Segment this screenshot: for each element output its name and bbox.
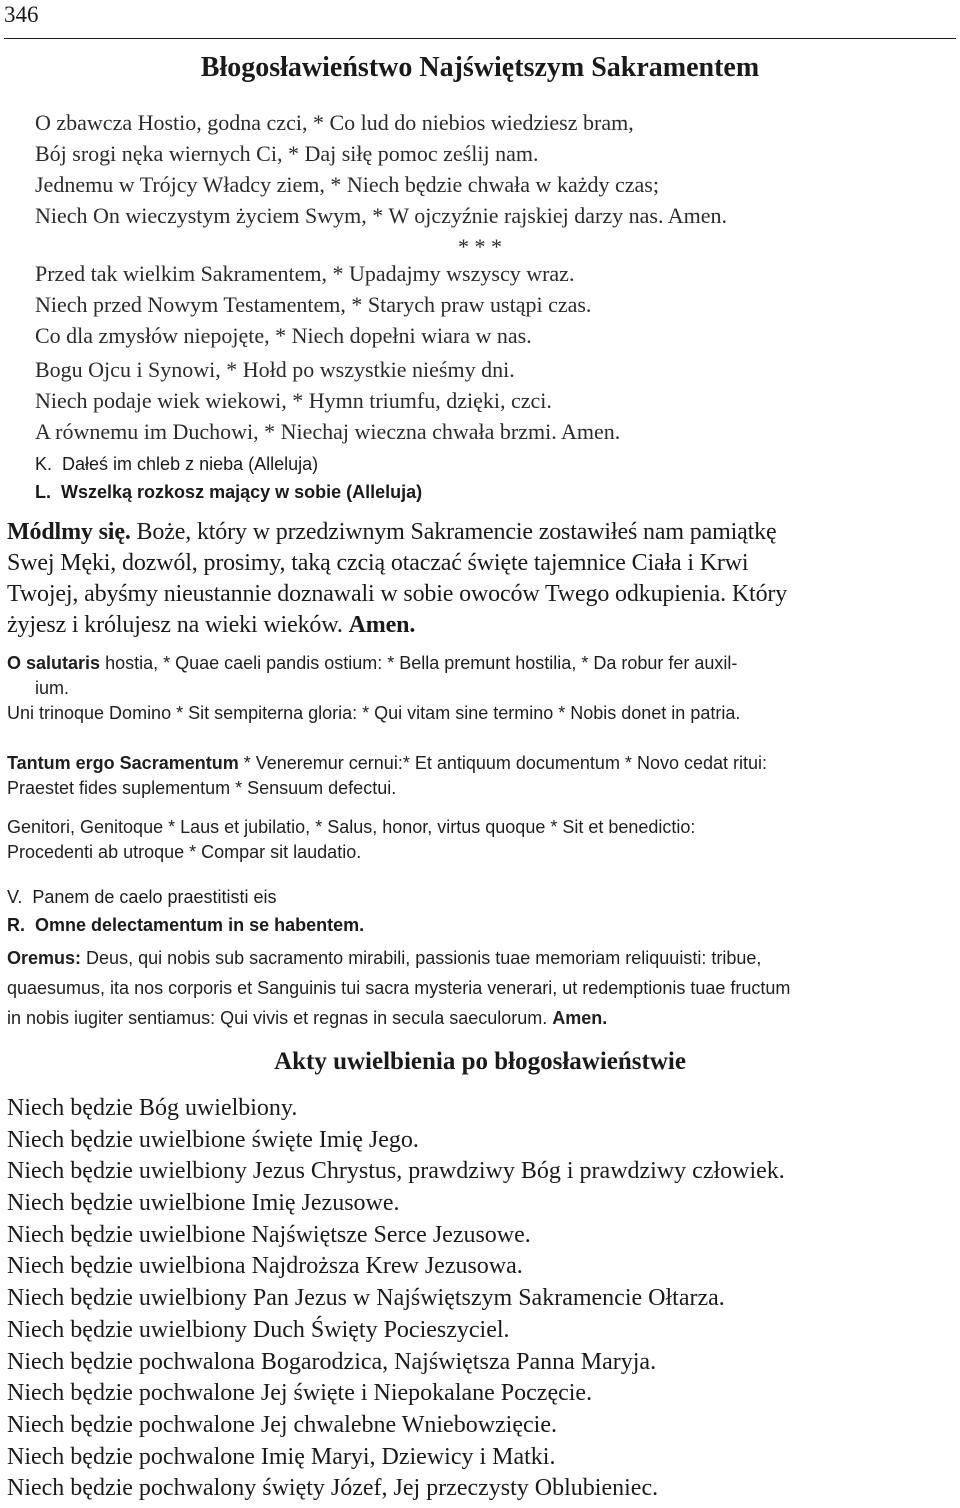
prayer-text: żyjesz i królujesz na wieki wieków.	[7, 612, 343, 638]
latin-text: in nobis iugiter sentiamus: Qui vivis et regnas in secula saeculorum.	[7, 1008, 548, 1028]
list-item: Niech będzie pochwalone Imię Maryi, Dziewicy i Matki.	[7, 1443, 556, 1470]
hymn-tantum-ergo-pl	[35, 258, 935, 351]
list-item: Niech będzie uwielbione Imię Jezusowe.	[7, 1190, 400, 1217]
hymn-line: Niech podaje wiek wiekowi, * Hymn triumfu, dzięki, czci.	[35, 388, 552, 413]
hymn-o-salutaris-pl	[35, 107, 935, 262]
response-l-label: L.	[35, 482, 51, 502]
response-l	[35, 478, 422, 506]
list-item: Niech będzie uwielbione święte Imię Jego.	[7, 1126, 419, 1153]
oremus-lead: Oremus:	[7, 948, 82, 968]
hymn-line: Bogu Ojcu i Synowi, * Hołd po wszystkie nieśmy dni.	[35, 357, 515, 382]
list-item: Niech będzie pochwalony święty Józef, Jej przeczysty Oblubieniec.	[7, 1475, 659, 1502]
hymn-line: Bój srogi nęka wiernych Ci, * Daj siłę pomoc ześlij nam.	[35, 141, 539, 166]
latin-text: ium.	[35, 678, 70, 698]
hymn-line: Przed tak wielkim Sakramentem, * Upadajmy wszyscy wraz.	[35, 261, 575, 286]
versicle-v-text: Panem de caelo praestitisti eis	[32, 887, 277, 907]
page-title: Błogosławieństwo Najświętszym Sakramentem	[200, 52, 760, 83]
response-r-label: R.	[7, 915, 25, 935]
hymn-line: Niech przed Nowym Testamentem, * Starych praw ustąpi czas.	[35, 292, 592, 317]
list-item: Niech będzie pochwalone Jej święte i Niepokalane Poczęcie.	[7, 1380, 593, 1407]
versicle-k	[35, 450, 422, 478]
hymn-line: Niech On wieczystym życiem Swym, * W ojczyźnie rajskiej darzy nas. Amen.	[35, 203, 727, 228]
hymn-line: Jednemu w Trójcy Władcy ziem, * Niech będzie chwała w każdy czas;	[35, 172, 659, 197]
versicle-k-label: K.	[35, 454, 53, 474]
latin-text: Genitori, Genitoque * Laus et jubilatio, * Salus, honor, virtus quoque * Sit et benedictio:	[7, 817, 696, 837]
list-item: Niech będzie Bóg uwielbiony.	[7, 1095, 298, 1121]
prayer-text: Swej Męki, dozwól, prosimy, taką czcią otaczać święte tajemnice Ciała i Krwi	[7, 550, 749, 576]
latin-text: Deus, qui nobis sub sacramento mirabili, passionis tuae memoriam reliquuisti: tribue,	[86, 948, 762, 968]
page-number: 346	[4, 2, 39, 27]
acts-list	[7, 1093, 957, 1505]
latin-text: hostia, * Quae caeli pandis ostium: * Bella premunt hostilia, * Da robur fer auxil-	[105, 653, 738, 673]
hymn-doxology-pl	[35, 354, 935, 447]
latin-text: Praestet fides suplementum * Sensuum defectui.	[7, 778, 397, 798]
tantum-ergo-latin	[7, 751, 953, 865]
hymn-line: O zbawcza Hostio, godna czci, * Co lud do niebios wiedziesz bram,	[35, 110, 634, 135]
list-item: Niech będzie uwielbiona Najdroższa Krew Jezusowa.	[7, 1253, 523, 1280]
list-item: Niech będzie pochwalona Bogarodzica, Najświętsza Panna Maryja.	[7, 1348, 657, 1375]
hymn-incipit: O salutaris	[7, 653, 101, 673]
oremus-amen: Amen.	[552, 1008, 608, 1028]
versicle-v-label: V.	[7, 887, 23, 907]
hymn-line: A równemu im Duchowi, * Niechaj wieczna chwała brzmi. Amen.	[35, 419, 621, 444]
prayer-pl	[7, 517, 959, 641]
versicle-latin	[7, 883, 364, 939]
list-item: Niech będzie uwielbiony Jezus Chrystus, prawdziwy Bóg i prawdziwy człowiek.	[7, 1158, 785, 1185]
section-separator: * * *	[458, 234, 502, 259]
versicle-k-text: Dałeś im chleb z nieba (Alleluja)	[62, 454, 319, 474]
o-salutaris-latin	[7, 651, 953, 726]
versicle-v	[7, 883, 364, 911]
latin-text: * Veneremur cernui:* Et antiquum documentum * Novo cedat ritui:	[243, 753, 767, 773]
list-item: Niech będzie uwielbiony Duch Święty Pocieszyciel.	[7, 1316, 510, 1343]
latin-text: Uni trinoque Domino * Sit sempiterna gloria: * Qui vitam sine termino * Nobis donet in patria.	[7, 703, 741, 723]
section-title-acts: Akty uwielbienia po błogosławieństwie	[274, 1048, 686, 1075]
list-item: Niech będzie uwielbione Najświętsze Serce Jezusowe.	[7, 1221, 531, 1248]
hymn-incipit: Tantum ergo Sacramentum	[7, 753, 239, 773]
header-rule	[4, 38, 956, 39]
prayer-lead: Módlmy się.	[7, 519, 131, 545]
response-r	[7, 911, 364, 939]
prayer-text: Twojej, abyśmy nieustannie doznawali w sobie owoców Twego odkupienia. Który	[7, 581, 788, 607]
response-l-text: Wszelką rozkosz mający w sobie (Alleluja)	[61, 482, 423, 502]
latin-text: quaesumus, ita nos corporis et Sanguinis tui sacra mysteria venerari, ut redemptionis tuae fructum	[7, 978, 791, 998]
list-item: Niech będzie uwielbiony Pan Jezus w Najświętszym Sakramencie Ołtarza.	[7, 1285, 725, 1312]
response-r-text: Omne delectamentum in se habentem.	[35, 915, 365, 935]
versicle-pl	[35, 450, 422, 506]
prayer-amen: Amen.	[348, 612, 416, 638]
hymn-line: Co dla zmysłów niepojęte, * Niech dopełni wiara w nas.	[35, 323, 532, 348]
list-item: Niech będzie pochwalone Jej chwalebne Wniebowzięcie.	[7, 1411, 557, 1438]
latin-text: Procedenti ab utroque * Compar sit laudatio.	[7, 842, 362, 862]
oremus-latin	[7, 943, 953, 1033]
prayer-text: Boże, który w przedziwnym Sakramencie zostawiłeś nam pamiątkę	[136, 519, 777, 545]
